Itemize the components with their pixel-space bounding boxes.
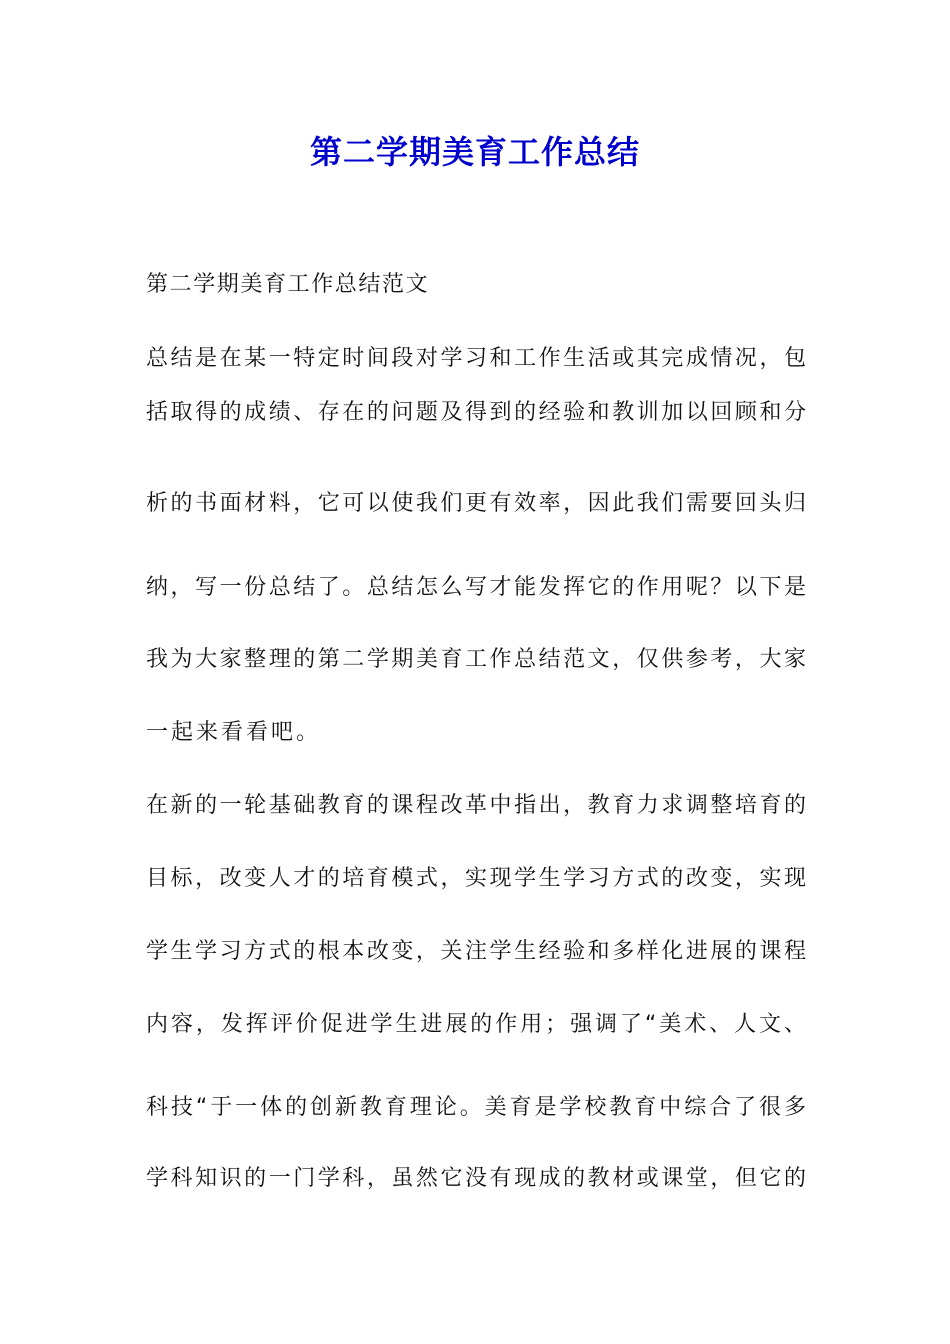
paragraph-line: 一起来看看吧。: [146, 720, 322, 745]
paragraph-line: 总结是在某一特定时间段对学习和工作生活或其完成情况，包: [146, 346, 806, 371]
paragraph-line: 析的书面材料，它可以使我们更有效率，因此我们需要回头归: [146, 491, 806, 516]
paragraph-line: 纳，写一份总结了。总结怎么写才能发挥它的作用呢？以下是: [146, 575, 806, 600]
document-subtitle: 第二学期美育工作总结范文: [146, 272, 430, 297]
paragraph-line: 学科知识的一门学科，虽然它没有现成的教材或课堂，但它的: [146, 1166, 806, 1191]
paragraph-line: 内容，发挥评价促进学生进展的作用；强调了“美术、人文、: [146, 1012, 806, 1037]
paragraph-line: 学生学习方式的根本改变，关注学生经验和多样化进展的课程: [146, 939, 806, 964]
paragraph-line: 在新的一轮基础教育的课程改革中指出，教育力求调整培育的: [146, 793, 806, 818]
paragraph-line: 括取得的成绩、存在的问题及得到的经验和教训加以回顾和分: [146, 400, 806, 425]
paragraph-line: 科技“于一体的创新教育理论。美育是学校教育中综合了很多: [146, 1095, 806, 1120]
document-title: 第二学期美育工作总结: [309, 133, 640, 171]
paragraph-line: 我为大家整理的第二学期美育工作总结范文，仅供参考，大家: [146, 647, 806, 672]
paragraph-line: 目标，改变人才的培育模式，实现学生学习方式的改变，实现: [146, 866, 806, 891]
